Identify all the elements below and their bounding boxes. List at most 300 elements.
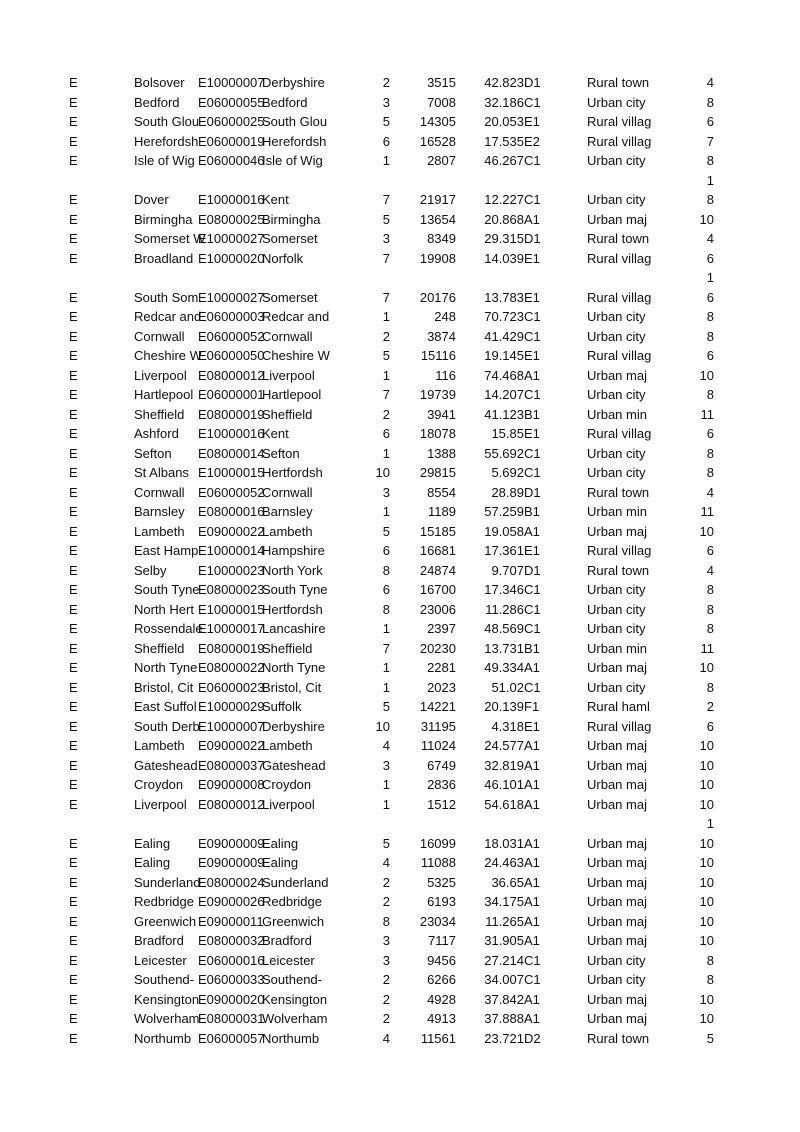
table-cell-d: Bradford (262, 933, 312, 948)
table-cell-h: B1 (524, 640, 540, 656)
table-cell-j: 8 (706, 972, 714, 987)
table-cell-h: A1 (524, 933, 540, 948)
table-cell-b: Greenwich (134, 913, 197, 929)
table-cell-j: 10 (699, 796, 714, 812)
table-cell-h: A1 (524, 211, 540, 227)
table-cell-g: 23.721 (484, 1030, 524, 1046)
table-row (0, 327, 800, 347)
table-cell-e: 3 (382, 484, 390, 500)
table-cell-g: 13.731 (484, 640, 524, 656)
table-cell-f: 23006 (419, 601, 456, 617)
table-cell-g: 28.89 (491, 484, 524, 500)
table-cell-e: 3 (382, 231, 390, 246)
table-cell-b: Wolverham (134, 1011, 200, 1026)
table-cell-f: 11561 (420, 1030, 456, 1046)
table-cell-b: South Tyne (134, 582, 200, 597)
table-cell-g: 54.618 (484, 796, 524, 812)
table-cell-c: E06000019 (198, 133, 265, 149)
table-row (0, 151, 800, 171)
table-cell-f: 15185 (419, 523, 456, 539)
table-cell-b: Hartlepool (134, 387, 194, 402)
table-cell-i: Urban city (587, 192, 646, 207)
table-cell-a: E (69, 738, 78, 753)
table-cell-a: E (69, 465, 78, 480)
table-cell-h: B1 (524, 406, 540, 422)
table-row (0, 1029, 800, 1049)
table-cell-e: 2 (382, 406, 390, 422)
table-cell-d: Wolverham (262, 1011, 328, 1026)
table-row (0, 600, 800, 620)
table-cell-j: 2 (706, 699, 714, 714)
table-cell-f: 24874 (419, 562, 456, 578)
table-cell-e: 1 (382, 367, 390, 383)
table-cell-d: Isle of Wig (262, 153, 323, 168)
table-cell-a: E (69, 972, 78, 987)
table-cell-f: 19908 (419, 250, 456, 266)
table-cell-b: Herefordsh (134, 133, 199, 149)
table-cell-b: Northumb (134, 1030, 192, 1046)
table-cell-j: 8 (706, 601, 714, 617)
table-cell-b: Cornwall (134, 328, 185, 344)
table-cell-b: Selby (134, 562, 167, 578)
table-cell-j: 8 (706, 192, 714, 207)
table-cell-c: E08000016 (198, 504, 265, 519)
table-cell-j: 6 (706, 289, 714, 305)
table-cell-c: E06000050 (198, 348, 265, 363)
table-cell-j: 8 (706, 952, 714, 968)
table-cell-e: 3 (382, 94, 390, 110)
table-cell-g: 11.286 (485, 601, 524, 617)
table-cell-f: 9456 (427, 952, 456, 968)
table-cell-d: Leicester (262, 952, 315, 968)
table-cell-h: C1 (524, 94, 541, 110)
table-cell-j: 10 (699, 855, 714, 870)
table-cell-b: Croydon (134, 777, 184, 792)
table-cell-f: 3941 (427, 406, 456, 422)
table-cell-j: 5 (706, 1030, 714, 1046)
table-cell-j: 10 (699, 738, 714, 753)
table-cell-d: Cheshire W (262, 348, 330, 363)
table-cell-d: Redcar and (262, 309, 330, 324)
table-cell-d: Herefordsh (262, 133, 327, 149)
table-cell-i: Urban city (587, 309, 646, 324)
table-cell-i: Rural villag (587, 543, 652, 558)
table-cell-j: 8 (706, 465, 714, 480)
table-cell-e: 2 (382, 972, 390, 987)
table-cell-a: E (69, 211, 78, 227)
table-cell-d: Liverpool (262, 796, 315, 812)
table-cell-c: E08000019 (198, 406, 265, 422)
table-cell-a: E (69, 991, 78, 1007)
table-cell-i: Rural villag (587, 348, 652, 363)
table-cell-a: E (69, 114, 78, 129)
table-cell-e: 8 (382, 562, 390, 578)
table-cell-i: Urban maj (587, 757, 647, 773)
table-cell-e: 2 (382, 991, 390, 1007)
table-cell-f: 6193 (427, 894, 456, 909)
table-cell-a: E (69, 231, 78, 246)
table-row (0, 853, 800, 873)
table-cell-i: Rural haml (587, 699, 650, 714)
table-cell-a: E (69, 699, 78, 714)
table-cell-j: 4 (706, 75, 714, 90)
table-cell-h: A1 (524, 894, 540, 909)
table-row (0, 775, 800, 795)
table-cell-h: E1 (524, 114, 540, 129)
table-cell-c: E06000016 (198, 952, 265, 968)
table-cell-g: 49.334 (484, 660, 524, 675)
table-cell-c: E09000022 (198, 523, 265, 539)
table-cell-c: E06000033 (198, 972, 265, 987)
table-cell-d: Somerset (262, 231, 318, 246)
table-cell-e: 1 (382, 504, 390, 519)
table-cell-j: 8 (706, 309, 714, 324)
table-cell-h: F1 (524, 699, 540, 714)
table-cell-f: 8349 (427, 231, 456, 246)
table-row (0, 171, 800, 191)
table-cell-e: 10 (375, 465, 390, 480)
table-cell-e: 5 (382, 523, 390, 539)
table-row (0, 951, 800, 971)
table-cell-j: 10 (699, 211, 714, 227)
table-cell-e: 7 (382, 289, 390, 305)
table-cell-i: Urban maj (587, 367, 647, 383)
table-row (0, 249, 800, 269)
table-cell-c: E06000001 (198, 387, 265, 402)
table-cell-e: 1 (382, 777, 390, 792)
table-cell-g: 14.207 (484, 387, 524, 402)
table-cell-c: E06000003 (198, 309, 265, 324)
table-cell-e: 7 (382, 192, 390, 207)
table-cell-b: Cheshire W (134, 348, 202, 363)
table-cell-f: 2836 (427, 777, 456, 792)
table-cell-c: E10000007 (198, 718, 265, 734)
table-row (0, 424, 800, 444)
table-cell-j: 8 (706, 387, 714, 402)
table-cell-f: 6266 (427, 972, 456, 987)
table-cell-b: South Som (134, 289, 199, 305)
table-cell-b: Broadland (134, 250, 194, 266)
table-cell-e: 1 (382, 660, 390, 675)
table-row (0, 814, 800, 834)
table-cell-i: Urban min (587, 406, 647, 422)
table-row (0, 892, 800, 912)
table-cell-b: Lambeth (134, 738, 185, 753)
table-cell-h: A1 (524, 874, 540, 890)
table-cell-g: 27.214 (484, 952, 524, 968)
table-cell-h: A1 (524, 523, 540, 539)
table-cell-i: Rural town (587, 562, 650, 578)
table-cell-i: Urban maj (587, 523, 647, 539)
table-cell-a: E (69, 835, 78, 851)
table-row (0, 93, 800, 113)
table-cell-i: Urban city (587, 972, 646, 987)
table-cell-e: 5 (382, 699, 390, 714)
table-cell-d: Gateshead (262, 757, 326, 773)
table-cell-g: 41.429 (484, 328, 524, 344)
table-cell-c: E09000011 (198, 913, 264, 929)
table-cell-f: 116 (435, 367, 456, 383)
table-cell-g: 55.692 (484, 445, 524, 461)
table-cell-e: 3 (382, 933, 390, 948)
table-cell-d: Hertfordsh (262, 601, 323, 617)
table-cell-c: E06000052 (198, 484, 265, 500)
table-cell-c: E08000024 (198, 874, 265, 890)
table-cell-b: South Glou (134, 114, 200, 129)
table-cell-j: 10 (699, 660, 714, 675)
table-cell-h: D1 (524, 75, 541, 90)
table-cell-f: 16528 (419, 133, 456, 149)
table-cell-g: 46.101 (484, 777, 524, 792)
table-cell-f: 3515 (427, 75, 456, 90)
table-cell-d: Somerset (262, 289, 318, 305)
table-cell-f: 21917 (419, 192, 456, 207)
table-cell-e: 2 (382, 874, 390, 890)
table-cell-b: Cornwall (134, 484, 185, 500)
table-cell-h: C1 (524, 309, 541, 324)
table-row (0, 697, 800, 717)
table-cell-i: Urban city (587, 387, 646, 402)
table-cell-g: 57.259 (484, 504, 524, 519)
table-cell-j: 6 (706, 114, 714, 129)
table-cell-a: E (69, 1030, 78, 1046)
table-cell-c: E06000046 (198, 153, 265, 168)
table-cell-c: E09000009 (198, 855, 265, 870)
table-cell-i: Urban min (587, 504, 647, 519)
table-cell-e: 2 (382, 1011, 390, 1026)
table-cell-b: East Hamp (134, 543, 199, 558)
table-row (0, 834, 800, 854)
table-cell-b: Ashford (134, 426, 179, 441)
table-cell-d: Cornwall (262, 328, 313, 344)
table-cell-g: 31.905 (484, 933, 524, 948)
table-cell-h: A1 (524, 738, 540, 753)
table-cell-i: Urban city (587, 621, 646, 636)
table-cell-j: 7 (706, 133, 714, 149)
table-cell-c: E08000023 (198, 582, 265, 597)
table-cell-h: C1 (524, 582, 541, 597)
table-cell-c: E08000012 (198, 367, 265, 383)
table-cell-g: 5.692 (491, 465, 524, 480)
table-cell-c: E10000023 (198, 562, 265, 578)
table-cell-i: Urban city (587, 445, 646, 461)
table-cell-i: Urban city (587, 153, 646, 168)
table-cell-f: 29815 (419, 465, 456, 480)
table-cell-c: E06000057 (198, 1030, 265, 1046)
table-cell-g: 20.139 (484, 699, 524, 714)
table-cell-a: E (69, 406, 78, 422)
table-cell-e: 10 (375, 718, 390, 734)
table-cell-h: C1 (524, 387, 541, 402)
table-cell-d: South Tyne (262, 582, 328, 597)
table-cell-i: Urban city (587, 94, 646, 110)
table-cell-h: C1 (524, 465, 541, 480)
table-cell-a: E (69, 952, 78, 968)
table-cell-a: E (69, 1011, 78, 1026)
table-cell-j: 10 (699, 367, 714, 383)
table-cell-g: 36.65 (491, 874, 524, 890)
table-cell-a: E (69, 777, 78, 792)
table-cell-f: 2807 (427, 153, 456, 168)
table-cell-c: E10000016 (198, 192, 265, 207)
table-cell-d: Hartlepool (262, 387, 322, 402)
table-cell-b: Bradford (134, 933, 184, 948)
table-row (0, 639, 800, 659)
table-cell-f: 2023 (427, 679, 456, 695)
table-cell-a: E (69, 328, 78, 344)
table-row (0, 912, 800, 932)
table-cell-a: E (69, 484, 78, 500)
table-cell-b: East Suffol (134, 699, 197, 714)
table-cell-i: Rural villag (587, 426, 652, 441)
table-cell-g: 32.819 (484, 757, 524, 773)
table-cell-e: 5 (382, 114, 390, 129)
table-cell-i: Rural town (587, 231, 650, 246)
table-cell-c: E06000055 (198, 94, 265, 110)
table-cell-g: 24.577 (484, 738, 524, 753)
table-cell-f: 4928 (427, 991, 456, 1007)
table-cell-d: Suffolk (262, 699, 302, 714)
table-row (0, 990, 800, 1010)
table-row (0, 210, 800, 230)
table-cell-a: E (69, 504, 78, 519)
table-cell-b: Somerset W (134, 231, 206, 246)
table-cell-c: E09000020 (198, 991, 265, 1007)
table-cell-i: Urban maj (587, 991, 647, 1007)
table-cell-b: Sheffield (134, 640, 185, 656)
table-cell-d: Derbyshire (262, 75, 325, 90)
table-cell-d: South Glou (262, 114, 328, 129)
table-cell-g: 41.123 (484, 406, 524, 422)
table-cell-i: Urban maj (587, 738, 647, 753)
table-cell-h: C1 (524, 153, 541, 168)
table-cell-i: Urban maj (587, 933, 647, 948)
table-cell-g: 20.053 (484, 114, 524, 129)
table-cell-j: 4 (706, 562, 714, 578)
table-cell-g: 37.842 (484, 991, 524, 1007)
table-cell-a: E (69, 289, 78, 305)
table-cell-b: Sefton (134, 445, 172, 461)
table-row (0, 73, 800, 93)
table-cell-f: 11088 (420, 855, 456, 870)
table-cell-b: Redbridge (134, 894, 194, 909)
spreadsheet-printout (0, 73, 800, 1048)
table-cell-a: E (69, 874, 78, 890)
table-cell-b: Sheffield (134, 406, 185, 422)
table-cell-a: E (69, 133, 78, 149)
table-cell-c: E08000012 (198, 796, 265, 812)
table-cell-f: 11024 (420, 738, 456, 753)
table-cell-f: 7008 (427, 94, 456, 110)
table-row (0, 795, 800, 815)
table-cell-g: 70.723 (484, 309, 524, 324)
table-cell-g: 12.227 (484, 192, 524, 207)
table-cell-c: E10000015 (198, 465, 265, 480)
table-cell-g: 42.823 (484, 75, 524, 90)
table-cell-f: 4913 (427, 1011, 456, 1026)
table-cell-h: C1 (524, 601, 541, 617)
table-cell-i: Urban maj (587, 894, 647, 909)
table-cell-c: E08000031 (198, 1011, 265, 1026)
table-cell-g: 51.02 (491, 679, 524, 695)
table-cell-i: Rural town (587, 1030, 650, 1046)
table-cell-a: E (69, 523, 78, 539)
table-cell-d: Sunderland (262, 874, 329, 890)
table-cell-b: Gateshead (134, 757, 198, 773)
table-cell-h: C1 (524, 972, 541, 987)
table-cell-i: Urban maj (587, 874, 647, 890)
table-cell-h: B1 (524, 504, 540, 519)
table-cell-i: Urban city (587, 952, 646, 968)
table-row (0, 405, 800, 425)
table-cell-j: 11 (700, 406, 714, 422)
table-cell-i: Urban maj (587, 211, 647, 227)
table-cell-j: 10 (699, 1011, 714, 1026)
table-cell-c: E10000015 (198, 601, 265, 617)
table-cell-j: 8 (706, 153, 714, 168)
table-cell-d: North York (262, 562, 323, 578)
table-cell-d: Kent (262, 192, 289, 207)
table-cell-f: 2397 (427, 621, 456, 636)
table-cell-c: E08000019 (198, 640, 265, 656)
table-cell-a: E (69, 250, 78, 266)
table-cell-b: Lambeth (134, 523, 185, 539)
table-cell-e: 6 (382, 426, 390, 441)
table-cell-e: 1 (382, 621, 390, 636)
table-cell-h: D1 (524, 231, 541, 246)
table-row (0, 717, 800, 737)
table-cell-b: Ealing (134, 855, 171, 870)
table-cell-a: E (69, 445, 78, 461)
table-cell-f: 1388 (427, 445, 456, 461)
table-cell-h: A1 (524, 777, 540, 792)
table-cell-b: Leicester (134, 952, 187, 968)
table-cell-g: 34.175 (484, 894, 524, 909)
table-cell-e: 5 (382, 211, 390, 227)
table-cell-a: E (69, 855, 78, 870)
table-cell-h: A1 (524, 991, 540, 1007)
table-cell-b: Kensington (134, 991, 200, 1007)
table-cell-j: 10 (699, 913, 714, 929)
table-row (0, 288, 800, 308)
table-cell-a: E (69, 94, 78, 110)
table-cell-h: C1 (524, 445, 541, 461)
table-cell-d: North Tyne (262, 660, 326, 675)
table-row (0, 541, 800, 561)
table-cell-b: Dover (134, 192, 169, 207)
table-cell-b: South Derb (134, 718, 200, 734)
table-cell-a: E (69, 796, 78, 812)
table-cell-i: Rural villag (587, 289, 652, 305)
table-cell-j: 6 (706, 426, 714, 441)
table-cell-i: Urban city (587, 328, 646, 344)
table-cell-g: 32.186 (484, 94, 524, 110)
table-cell-h: C1 (524, 621, 541, 636)
table-cell-c: E08000037 (198, 757, 265, 773)
table-row (0, 346, 800, 366)
table-cell-d: Lancashire (262, 621, 326, 636)
table-cell-g: 24.463 (484, 855, 524, 870)
table-cell-g: 14.039 (484, 250, 524, 266)
table-cell-b: Liverpool (134, 367, 187, 383)
table-cell-h: E1 (524, 250, 540, 266)
table-cell-h: D1 (524, 562, 541, 578)
table-cell-a: E (69, 718, 78, 734)
table-cell-h: D2 (524, 1030, 541, 1046)
table-cell-g: 4.318 (491, 718, 524, 734)
table-cell-d: Redbridge (262, 894, 322, 909)
table-cell-b: Barnsley (134, 504, 185, 519)
